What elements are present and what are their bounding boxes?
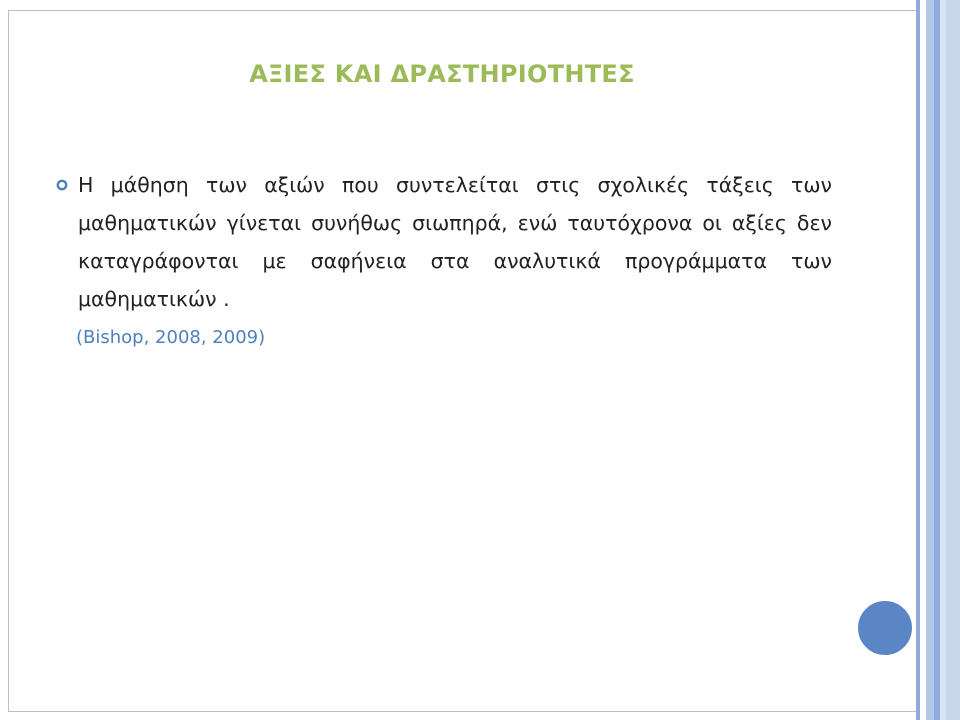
slide-title: ΑΞΙΕΣ ΚΑΙ ΔΡΑΣΤΗΡΙΟΤΗΤΕΣ [249,60,635,88]
side-stripe [946,0,960,720]
slide-frame [8,10,916,712]
circle-bullet-icon [56,179,68,191]
decorative-circle [856,599,914,657]
side-stripe [926,0,934,720]
citation: (Bishop, 2008, 2009) [76,327,266,348]
bullet-item [56,166,832,318]
bullet-text: Η μάθηση των αξιών που συντελείται στις σχολικές τάξεις των μαθηματικών γίνεται συνήθως σιωπηρά, ενώ ταυτόχρονα οι αξίες δεν καταγράφονται με σαφήνεια στα αναλυτικά προγράμματα των μαθηματικών . [78,173,832,311]
